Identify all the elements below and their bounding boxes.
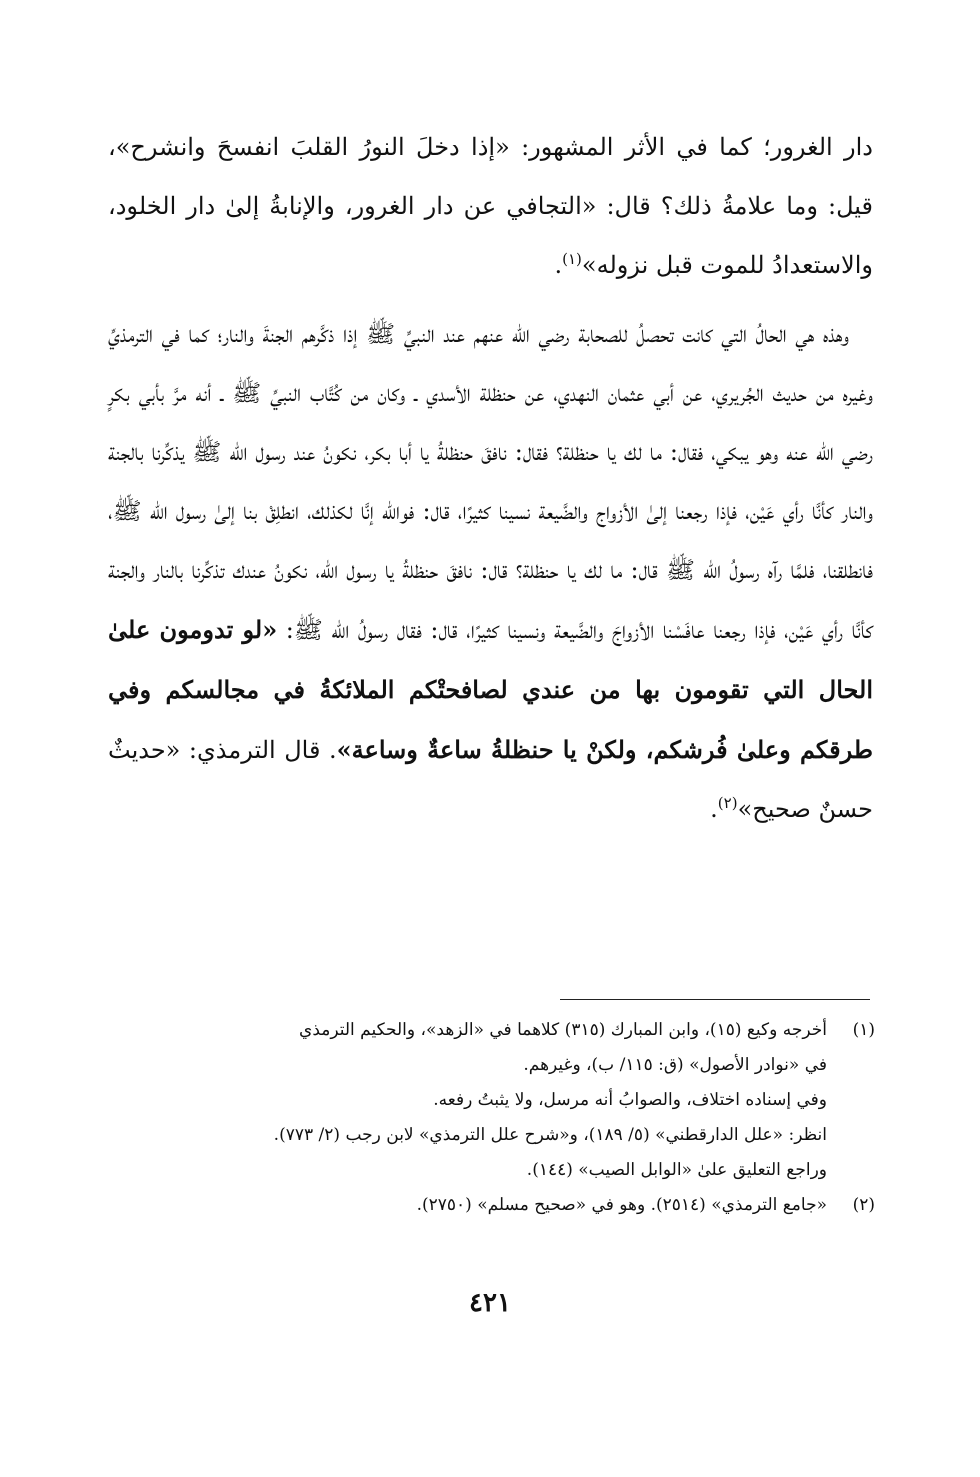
footnote-line: انظر: «علل الدارقطني» (٥/ ١٨٩)، و«شرح علل الترمذي» لابن رجب (٢/ ٧٧٣). — [273, 1125, 827, 1145]
paragraph-text: . قال الترمذي: «حديثٌ حسنٌ صحيح» — [108, 736, 873, 823]
page-number: ٤٢١ — [469, 1288, 511, 1318]
paragraph-text: . — [554, 251, 563, 279]
footnote-line: أخرجه وكيع (١٥)، وابن المبارك (٣١٥) كلاهما في «الزهد»، والحكيم الترمذي — [299, 1020, 827, 1040]
footnote-line: وفي إسناده اختلاف، والصوابُ أنه مرسل، ولا يثبتُ رفعه. — [433, 1090, 827, 1110]
main-text — [108, 118, 873, 849]
paragraph-text: وهذه هي الحالُ التي كانت تحصلُ للصحابة رضي الله عنهم عند النبيِّ ﷺ إذا ذكَّرهم الجنةَ والنار؛ كما في الترمذيِّ وغيره من حديث الجُريري، عن أبي عثمان النهدي، عن حنظلة الأسدي ـ وكان من كُتَّاب النبيِّ ﷺ ـ أنه مرَّ بأبي بكرٍ رضي الله عنه وهو يبكي، فقال: ما لك يا حنظلة؟ فقال: نافقَ حنظلةُ يا أبا بكر، نكونُ عند رسول الله ﷺ يذكِّرنا بالجنة والنار كأنَّا رأي عَيْن، فإذا رجعنا إلىٰ الأزواج والضَّيعة نسينا كثيرًا، قال: فوالله إنَّا لكذلك، انطلِقْ بنا إلىٰ رسول الله ﷺ، فانطلقنا، فلمَّا رآه رسولُ الله ﷺ قال: ما لك يا حنظلة؟ قال: نافقَ حنظلةُ يا رسول الله، نكونُ عندك تذكِّرنا بالنار والجنة كأنَّا رأي عَيْن، فإذا رجعنا عافَسْنا الأزواجَ والضَّيعة ونسينا كثيرًا، قال: فقال رسولُ الله ﷺ: — [108, 320, 873, 644]
footnote-separator — [560, 999, 870, 1000]
footnote-reference: (١) — [562, 250, 582, 268]
footnote-number: (٢) — [852, 1195, 875, 1215]
footnote-line: «جامع الترمذي» (٢٥١٤). وهو في «صحيح مسلم» (٢٧٥٠). — [416, 1195, 827, 1215]
footnote-number: (١) — [852, 1020, 875, 1040]
paragraph-text: . — [710, 795, 718, 823]
footnote-line: وراجع التعليق علىٰ «الوابل الصيب» (١٤٤). — [526, 1160, 827, 1180]
footnote — [100, 1013, 875, 1188]
footnote — [100, 1188, 875, 1223]
footnotes — [100, 1013, 875, 1223]
footnote-reference: (٢) — [717, 794, 738, 812]
paragraph — [108, 305, 873, 839]
footnote-line: في «نوادر الأصول» (ق: ١١٥/ ب)، وغيرهم. — [523, 1055, 827, 1075]
hadith-text: «لو تدومون علىٰ الحال التي تقومون بها من عندي لصافحتْكم الملائكةُ في مجالسكم وفي طرقكم وعلىٰ فُرشكم، ولكنْ يا حنظلةُ ساعةٌ وساعة» — [108, 615, 873, 764]
paragraph-text: دار الغرور؛ كما في الأثر المشهور: «إذا دخلَ النورُ القلبَ انفسحَ وانشرح»، قيل: وما علامةُ ذلك؟ قال: «التجافي عن دار الغرور، والإنابةُ إلىٰ دار الخلود، والاستعدادُ للموت قبل نزوله» — [108, 133, 873, 279]
paragraph — [108, 118, 873, 295]
